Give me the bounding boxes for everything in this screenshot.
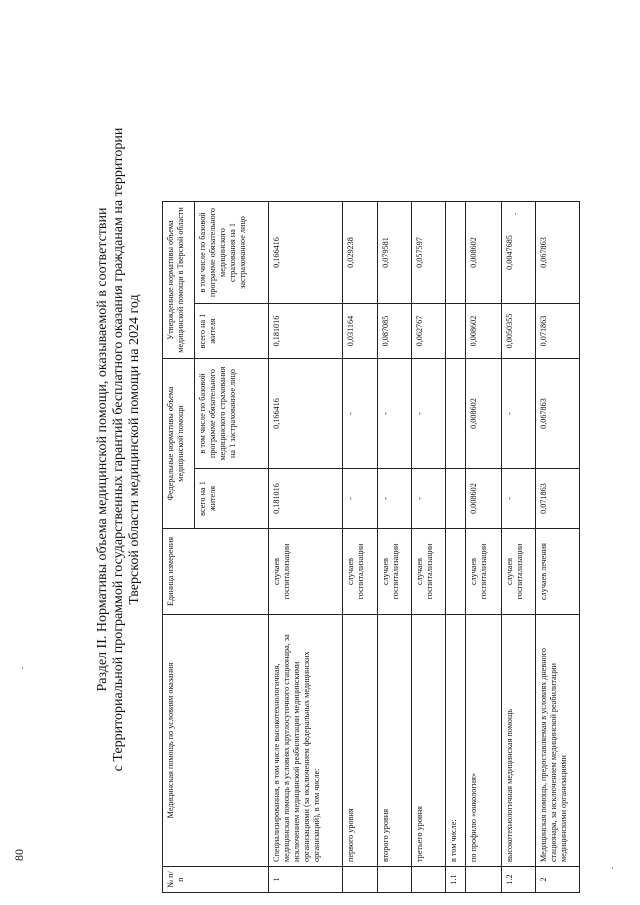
- header-approved-norms: Утвержденные нормативы объема медицинской помощи в Тверской области: [163, 202, 195, 359]
- page-number: 80: [12, 849, 26, 861]
- row-unit: случаев госпитализации: [502, 529, 536, 615]
- row-federal-total: -: [343, 469, 378, 529]
- table-row: [446, 202, 466, 893]
- row-care-type: второго уровня: [378, 615, 412, 867]
- scan-speck: [22, 667, 23, 669]
- row-federal-oms: -: [502, 359, 536, 469]
- row-federal-oms: [446, 359, 466, 469]
- row-federal-total: 0,071863: [536, 469, 580, 529]
- row-care-type: третьего уровня: [412, 615, 446, 867]
- row-num: [466, 867, 502, 893]
- heading-line-2: с Территориальной программой государственных гарантий бесплатного оказания гражданам на территории: [111, 127, 126, 772]
- row-approved-total: 0,008602: [466, 304, 502, 359]
- header-federal-norms: Федеральные нормативы объема медицинской помощи: [163, 359, 195, 529]
- row-approved-total: 0,181016: [269, 304, 343, 359]
- row-care-type: высокотехнологичная медицинская помощь: [502, 615, 536, 867]
- row-approved-oms: [446, 202, 466, 304]
- row-federal-total: -: [502, 469, 536, 529]
- row-federal-total: [446, 469, 466, 529]
- row-num: [343, 867, 378, 893]
- row-approved-oms: 0,0047685: [502, 202, 536, 304]
- row-unit: случаев госпитализации: [343, 529, 378, 615]
- row-federal-oms: -: [378, 359, 412, 469]
- row-num: 1.1: [446, 867, 466, 893]
- row-approved-oms: 0,067863: [536, 202, 580, 304]
- section-heading: [95, 2, 143, 897]
- row-care-type: Специализированная, в том числе высокотехнологичная, медицинская помощь в условиях круглосуточного стационара, за исключением медицинской реабилитации медицинскими организациями (за исключением федеральных медицинских организаций), в том числе:: [269, 615, 343, 867]
- scan-speck: [612, 867, 613, 869]
- header-federal-total: всего на 1 жителя: [195, 469, 269, 529]
- header-approved-total: всего на 1 жителя: [195, 304, 269, 359]
- table-row: [343, 202, 378, 893]
- row-unit: случаев госпитализации: [412, 529, 446, 615]
- row-approved-oms: 0,008602: [466, 202, 502, 304]
- row-num: 2: [536, 867, 580, 893]
- row-federal-total: -: [378, 469, 412, 529]
- row-approved-total: 0,087085: [378, 304, 412, 359]
- table-row: [502, 202, 536, 893]
- row-federal-oms: 0,067863: [536, 359, 580, 469]
- row-num: [378, 867, 412, 893]
- row-approved-oms: 0,057597: [412, 202, 446, 304]
- row-unit: случаев госпитализации: [466, 529, 502, 615]
- table-row: [412, 202, 446, 893]
- row-unit: [446, 529, 466, 615]
- row-num: 1.2: [502, 867, 536, 893]
- header-care-type: Медицинская помощь по условиям оказания: [163, 615, 269, 867]
- row-unit: случаев госпитализации: [269, 529, 343, 615]
- row-care-type: первого уровня: [343, 615, 378, 867]
- volume-norms-table: [162, 201, 580, 893]
- row-care-type: по профилю «онкология»: [466, 615, 502, 867]
- row-federal-oms: -: [343, 359, 378, 469]
- row-approved-total: [446, 304, 466, 359]
- row-num: [412, 867, 446, 893]
- row-approved-total: 0,031164: [343, 304, 378, 359]
- row-approved-total: 0,0050355: [502, 304, 536, 359]
- header-unit: Единица измерения: [163, 529, 269, 615]
- row-care-type: в том числе:: [446, 615, 466, 867]
- row-care-type: Медицинская помощь, предоставляемая в условиях дневного стационара, за исключением медицинской реабилитации медицинскими организациями: [536, 615, 580, 867]
- table-row: [536, 202, 580, 893]
- table-row: [269, 202, 343, 893]
- row-federal-oms: 0,166416: [269, 359, 343, 469]
- row-federal-oms: -: [412, 359, 446, 469]
- row-approved-oms: 0,079581: [378, 202, 412, 304]
- table-row: [466, 202, 502, 893]
- row-federal-total: 0,181016: [269, 469, 343, 529]
- table-row: [378, 202, 412, 893]
- header-num: № п/п: [163, 867, 269, 893]
- row-unit: случаев лечения: [536, 529, 580, 615]
- header-approved-oms: в том числе по базовой программе обязательного медицинского страхования на 1 застрахованное лицо: [195, 202, 269, 304]
- row-federal-total: 0,008602: [466, 469, 502, 529]
- row-federal-oms: 0,008602: [466, 359, 502, 469]
- row-approved-oms: 0,029238: [343, 202, 378, 304]
- row-federal-total: -: [412, 469, 446, 529]
- heading-line-1: Раздел II. Нормативы объема медицинской помощи, оказываемой в соответствии: [95, 207, 110, 692]
- row-approved-total: 0,062767: [412, 304, 446, 359]
- scan-speck: [515, 213, 516, 215]
- header-federal-oms: в том числе по базовой программе обязательного медицинского страхования на 1 застрахованное лицо: [195, 359, 269, 469]
- row-approved-total: 0,071863: [536, 304, 580, 359]
- row-approved-oms: 0,166416: [269, 202, 343, 304]
- heading-line-3: Тверской области медицинской помощи на 2024 год: [127, 294, 142, 605]
- row-num: 1: [269, 867, 343, 893]
- row-unit: случаев госпитализации: [378, 529, 412, 615]
